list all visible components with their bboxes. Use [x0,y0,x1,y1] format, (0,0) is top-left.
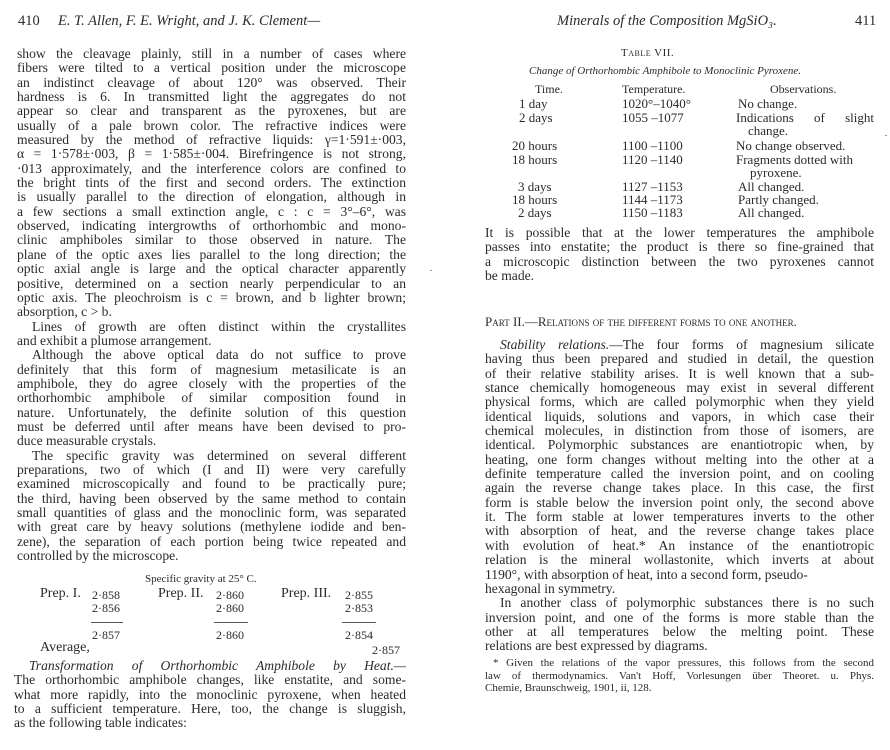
text-line: what more rapidly, into the monoclinic pyroxene, when heated [14,686,406,702]
column-header-temperature: Temperature. [622,82,686,96]
paragraph-stability-relations [485,338,874,654]
text-line: —The four forms of magnesium silicate [609,337,874,352]
text-line: duce measurable crystals. [17,433,157,449]
cell-time: 18 hours [512,192,558,207]
text-line: ·013 approximately, and the interference colors are confined to [17,160,406,176]
paper-speck [885,135,887,136]
cell-time: 2 days [519,110,553,125]
text-line: The specific gravity was determined on several different [32,447,406,463]
footnote [485,657,874,695]
text-line: amphibole, they do agree closely with the properties of the [17,375,406,391]
running-head-title-left: E. T. Allen, F. E. Wright, and J. K. Clement— [58,13,321,29]
column-header-observations: Observations. [770,82,837,96]
text-line: the bright tints of the first and second orders. The extinction [17,175,406,191]
cell-observation: All changed. [738,179,805,194]
text-line: 1190°, with absorption of heat, into a second form, pseudo- [485,566,808,582]
cell-temperature: 1100 –1100 [622,138,683,153]
cell-temperature: 1144 –1173 [622,192,683,207]
text-line: optic axial angle is large and the optical character apparently [17,261,406,277]
text-line: it. The form stable at lower temperatures inverts to the other [485,509,874,525]
prep-value: 2·860 [216,588,244,602]
text-line: nature. Unfortunately, the definite solution of this question [17,404,406,420]
sum-rule [342,622,376,623]
section-heading-part-ii: Part II.—Relations of the different forms to one another. [485,314,797,329]
section-heading-transformation: Transformation of Orthorhombic Amphibole by Heat.— [29,658,406,673]
text-line: the third, having been observed by the same method to contain [17,490,406,506]
cell-temperature: 1150 –1183 [622,205,683,220]
cell-time: 3 days [518,179,552,194]
text-line: positive, determined on a section nearly perpendicular to an [17,275,406,291]
text-line: be made. [485,268,535,284]
text-line: chemical molecules, in distinction from those of isomers, are [485,423,874,439]
text-line: optic axis. The pleochroism is c = brown, and b lighter brown; [17,289,406,305]
prep-mean: 2·854 [345,628,373,642]
cell-time: 2 days [518,205,552,220]
prep-mean: 2·860 [216,628,244,642]
cell-observation: All changed. [738,205,805,220]
footnote-line: * Given the relations of the vapor pressures, this follows from the second [493,657,874,669]
page-number-left: 410 [18,13,40,29]
text-line: physical forms, which are called polymorphic when they yield [485,394,874,410]
text-line: relations are best expressed by diagrams. [485,638,708,654]
text-line: preparations, two of which (I and II) were very carefully [17,461,406,477]
text-line: with great care by heavy solutions (methylene iodide and ben- [17,519,406,535]
prep-label: Prep. III. [281,586,332,601]
text-line: The orthorhombic amphibole changes, like enstatite, and some- [14,672,406,688]
text-line: to a sufficient temperature. Here, too, the change is sluggish, [14,701,406,717]
text-line: other at all temperatures below the melting point. These [485,623,874,639]
prep-value: 2·858 [92,588,120,602]
text-line: hexagonal in symmetry. [485,580,616,596]
text-line: In another class of polymorphic substances there is no such [500,595,874,611]
footnote-line: Chemie, Braunschweig, 1901, ii, 128. [485,682,652,694]
text-line: appear so clear and transparent as the pyroxenes, but are [17,103,406,119]
text-line: having thus been prepared and studied in detail, the question [485,351,874,367]
cell-observation: No change. [738,96,798,111]
cell-temperature: 1055 –1077 [622,110,684,125]
text-line: form is stable below the inversion point only, the second above [485,494,874,510]
text-line: controlled by the microscope. [17,548,179,564]
text-line: show the cleavage plainly, still in a number of cases where [17,46,406,61]
cell-observation-cont: change. [748,123,789,138]
text-line: clinic amphiboles similar to those observed in nature. The [17,232,406,248]
text-line: fibers were tilted to a vertical position under the microscope [17,60,406,76]
paragraph-optical-properties [17,47,406,563]
text-line: measured by the method of refractive liquids: γ=1·591±·003, [17,132,406,148]
text-line: passes into enstatite; the product is there so fine-grained that [485,239,874,255]
cell-observation: No change observed. [736,138,846,153]
cell-time: 18 hours [512,152,558,167]
text-line: heating, one form changes without melting into the other at a [485,451,874,467]
footnote-line: law of thermodynamics. Van't Hoff, Vorlesungen über Theoret. u. Phys. [485,669,874,682]
cell-observation: Fragments dotted with [736,152,853,167]
text-line: definitely that this form of magnesium metasilicate is an [17,361,406,377]
paragraph-enstatite [485,226,874,283]
text-line: absorption, c > b. [17,304,112,320]
text-line: is usually parallel to the direction of elongation, although in [17,189,406,205]
table-caption: Change of Orthorhombic Amphibole to Monoclinic Pyroxene. [529,65,802,77]
text-line: Although the above optical data do not suffice to prove [32,347,406,363]
part-ii-heading [485,315,874,329]
prep-label: Prep. I. [40,586,81,601]
cell-observation: Indications of slight [736,110,874,125]
paragraph-transformation [14,659,406,731]
prep-value: 2·855 [345,588,373,602]
sum-rule [91,622,123,623]
cell-time: 20 hours [512,138,558,153]
running-head-title-right: Minerals of the Composition MgSiO₃. [557,13,777,29]
cell-time: 1 day [519,96,548,111]
page-number-right: 411 [855,13,877,29]
cell-temperature: 1120 –1140 [622,152,683,167]
text-line: small quantities of glass and the monoclinic form, was separated [17,505,406,520]
text-line: orthorhombic amphibole of similar composition found in [17,390,406,406]
text-line: of their relative stability arises. It is well known that a sub- [485,365,874,381]
stability-relations-lead: Stability relations. [500,337,610,352]
text-line: plane of the optic axes lies parallel to the long direction; the [17,246,406,262]
text-line: relation is the mineral wollastonite, which inverts at about [485,552,874,568]
right-page [445,0,890,750]
sum-rule [214,622,248,623]
paper-speck [430,270,432,271]
text-line: an indistinct cleavage of about 120° was observed. Their [17,74,406,90]
text-line: examined microscopically and found to be practically pure; [17,476,406,492]
average-label: Average, [40,640,90,655]
text-line: zene), the separation of each portion being twice repeated and [17,533,406,549]
text-line: hardness is 6. In transmitted light the aggregates do not [17,89,406,105]
text-line: identical liquids, solutions and vapors, in which case their [485,408,874,424]
text-line: with absorption of heat, and the reverse change takes place [485,523,874,539]
prep-value: 2·856 [92,601,120,615]
table-title: Table VII. [621,47,675,59]
text-line: Lines of growth are often distinct within the crystallites [32,318,406,334]
specific-gravity-caption: Specific gravity at 25° C. [145,573,257,585]
average-value: 2·857 [372,643,400,657]
text-line: It is possible that at the lower temperatures the amphibole [485,225,874,240]
text-line: with evolution of heat.* An instance of the enantiotropic [485,537,874,553]
column-header-time: Time. [535,82,563,96]
text-line: definite temperature called the inversion point, and on cooling [485,466,874,482]
text-line: must be deferred until after means have been devised to pro- [17,418,406,434]
text-line: inversion point, and one of the forms is more stable than the [485,609,874,625]
text-line: again the reverse change takes place. In this case, the first [485,480,874,496]
text-line: as the following table indicates: [14,715,187,731]
prep-value: 2·860 [216,601,244,615]
text-line: α = 1·578±·003, β = 1·585±·004. Birefringence is not strong, [17,146,406,162]
text-line: identical. Polymorphic substances are enantiotropic when, by [485,437,874,453]
text-line: stance chemically homogeneous may exist in several different [485,380,874,396]
text-line: usually of a pale brown color. The refractive indices were [17,117,406,133]
text-line: observed, indicating intergrowths of orthorhombic and mono- [17,218,406,234]
cell-temperature: 1127 –1153 [622,179,683,194]
text-line: a few sections a small extinction angle, c : c = 3°–6°, was [17,203,406,219]
prep-value: 2·853 [345,601,373,615]
prep-mean: 2·857 [92,628,120,642]
prep-label: Prep. II. [158,586,204,601]
cell-observation-cont: pyroxene. [750,165,802,180]
cell-observation: Partly changed. [738,192,819,207]
cell-temperature: 1020°–1040° [622,96,691,111]
text-line: and exhibit a plumose arrangement. [17,332,212,348]
text-line: a microscopic distinction between the two pyroxenes cannot [485,253,874,269]
